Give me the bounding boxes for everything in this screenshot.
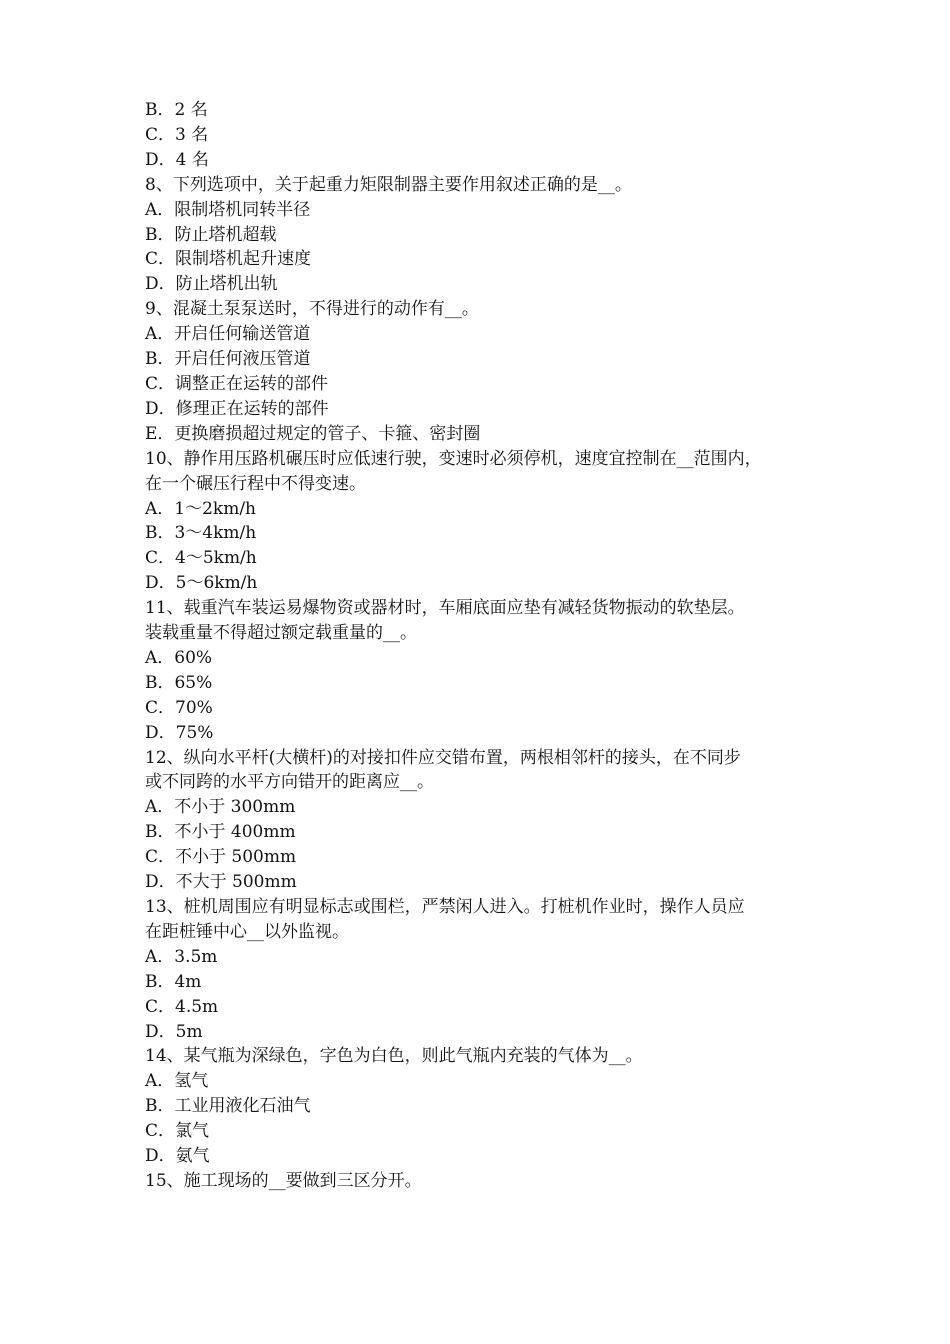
question-10-line-1: 10、静作用压路机碾压时应低速行驶，变速时必须停机，速度宜控制在__范围内， xyxy=(145,448,762,469)
option-d-q9: D．修理正在运转的部件 xyxy=(145,398,329,419)
question-13-line-1: 13、桩机周围应有明显标志或围栏，严禁闲人进入。打桩机作业时，操作人员应 xyxy=(145,897,745,917)
option-b-q10: B．3～4km/h xyxy=(145,523,257,544)
question-12-line-2: 或不同跨的水平方向错开的距离应__。 xyxy=(145,772,434,793)
option-c-q13: C．4.5m xyxy=(145,996,219,1017)
option-d-q7: D．4 名 xyxy=(145,149,209,170)
option-b-q8: B．防止塔机超载 xyxy=(145,224,277,245)
option-c-q9: C．调整正在运转的部件 xyxy=(145,373,329,394)
option-a-q9: A．开启任何输送管道 xyxy=(145,324,311,345)
option-c-q10: C．4～5km/h xyxy=(145,548,257,569)
option-c-q8: C．限制塔机起升速度 xyxy=(145,249,312,270)
option-d-q12: D．不大于 500mm xyxy=(145,872,297,893)
option-a-q10: A．1～2km/h xyxy=(145,498,257,519)
question-8: 8、下列选项中，关于起重力矩限制器主要作用叙述正确的是__。 xyxy=(145,174,632,195)
option-a-q11: A．60% xyxy=(145,647,213,668)
question-12-line-1: 12、纵向水平杆(大横杆)的对接扣件应交错布置，两根相邻杆的接头，在不同步 xyxy=(145,747,741,768)
option-b-q13: B．4m xyxy=(145,971,202,992)
document-text xyxy=(145,98,825,1194)
option-d-q14: D．氨气 xyxy=(145,1146,210,1167)
option-a-q8: A．限制塔机同转半径 xyxy=(145,199,311,220)
option-c-q11: C．70% xyxy=(145,697,213,718)
question-14: 14、某气瓶为深绿色，字色为白色，则此气瓶内充装的气体为__。 xyxy=(145,1046,643,1067)
question-11-line-2: 装载重量不得超过额定载重量的__。 xyxy=(145,623,417,644)
option-b-q14: B．工业用液化石油气 xyxy=(145,1096,311,1117)
option-b-q9: B．开启任何液压管道 xyxy=(145,349,311,370)
option-c-q12: C．不小于 500mm xyxy=(145,847,297,868)
option-d-q11: D．75% xyxy=(145,722,214,743)
option-d-q8: D．防止塔机出轨 xyxy=(145,274,278,295)
option-b-q12: B．不小于 400mm xyxy=(145,822,296,843)
question-13-line-2: 在距桩锤中心__以外监视。 xyxy=(145,921,349,942)
question-9: 9、混凝土泵泵送时，不得进行的动作有__。 xyxy=(145,299,479,320)
option-a-q13: A．3.5m xyxy=(145,946,218,967)
question-15: 15、施工现场的__要做到三区分开。 xyxy=(145,1170,422,1191)
option-d-q13: D．5m xyxy=(145,1021,203,1042)
option-a-q12: A．不小于 300mm xyxy=(145,797,296,818)
option-c-q7: C．3 名 xyxy=(145,124,209,145)
option-b-q11: B．65% xyxy=(145,672,213,693)
option-e-q9: E．更换磨损超过规定的管子、卡箍、密封圈 xyxy=(145,423,481,444)
option-b-q7: B．2 名 xyxy=(145,100,208,120)
option-c-q14: C．氯气 xyxy=(145,1121,210,1142)
question-10-line-2: 在一个碾压行程中不得变速。 xyxy=(145,473,366,494)
question-11-line-1: 11、载重汽车装运易爆物资或器材时，车厢底面应垫有减轻货物振动的软垫层。 xyxy=(145,598,745,619)
option-a-q14: A．氢气 xyxy=(145,1071,209,1092)
option-d-q10: D．5～6km/h xyxy=(145,573,258,594)
